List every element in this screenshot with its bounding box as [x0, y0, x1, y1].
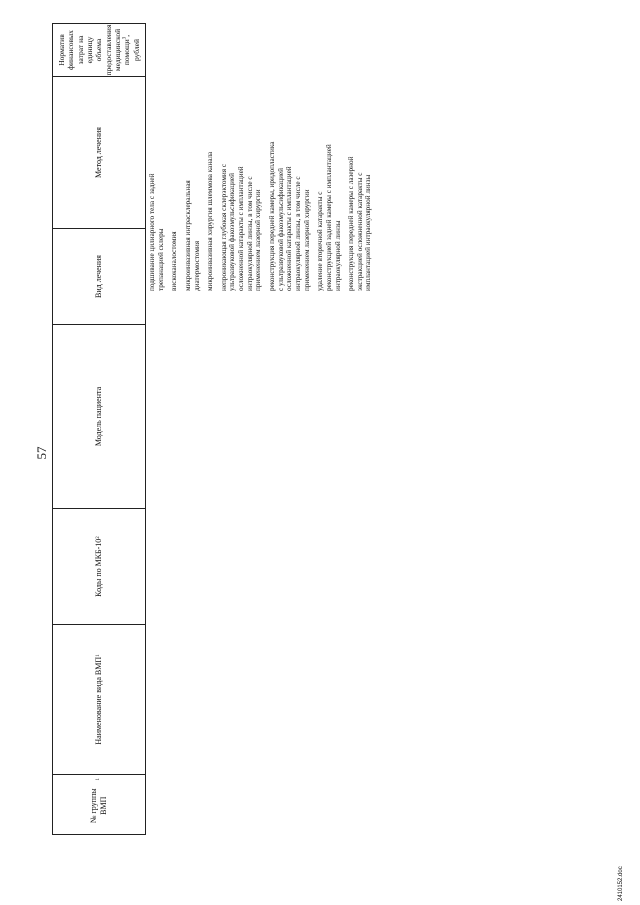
- header-text: № группы ВМП: [89, 788, 108, 824]
- method-item: подшивание цилиарного тела с задней трепанацией склеры: [148, 173, 165, 291]
- treatment-methods-list: [148, 23, 518, 291]
- header-text: Норматив финансовых затрат на единицу объема предоставления медицинской помощи: [56, 24, 132, 76]
- header-text: Метод лечения: [94, 127, 103, 178]
- method-item: микроинвазивная хирургия шлеммова канала: [206, 151, 215, 291]
- header-sup: 1: [95, 654, 101, 657]
- method-item: реконструкция передней камеры, иридопластика с ультразвуковой факоэмульсификацией осложненной катаракты с имплантацией интраокулярной линзы, в том числе с применением лазерной хирургии: [268, 141, 311, 291]
- method-item: непроникающая глубокая склерэктомия с ультразвуковой факоэмульсификацией осложненной катаракты с имплантацией интраокулярной линзы, в том числе с применением лазерной хирургии: [219, 163, 263, 291]
- header-table: [52, 23, 146, 835]
- header-icd-codes: [52, 509, 146, 625]
- header-group-number: [52, 775, 146, 835]
- header-sup: 3: [122, 36, 128, 40]
- header-text: Модель пациента: [94, 386, 103, 447]
- header-patient-model: [52, 325, 146, 509]
- header-sup: 2: [95, 536, 101, 539]
- header-treatment-type: [52, 229, 146, 325]
- header-suffix: , рублей: [122, 34, 141, 62]
- method-item: реконструкция передней камеры с лазерной экстракцией осложненной катаракты с имплантацией интраокулярной линзы: [347, 156, 373, 291]
- header-treatment-method: [52, 77, 146, 229]
- header-sup: 1: [95, 778, 101, 781]
- method-item: вискоканалостомия: [170, 231, 179, 291]
- header-text: Вид лечения: [94, 255, 103, 298]
- method-item: удаление вторичной катаракты с реконструкцией задней камеры с имплантацией интраокулярной линзы: [316, 144, 342, 291]
- header-text: Коды по МКБ-10: [94, 538, 103, 597]
- header-text: Наименование вида ВМП: [94, 656, 103, 745]
- page-number: 57: [34, 446, 49, 460]
- header-cost-standard: [52, 23, 146, 77]
- method-item: микроинвазивная интрасклеральная диатермостомия: [183, 180, 201, 291]
- footer-filename: 2410152.doc: [618, 866, 624, 901]
- header-vmp-name: [52, 625, 146, 775]
